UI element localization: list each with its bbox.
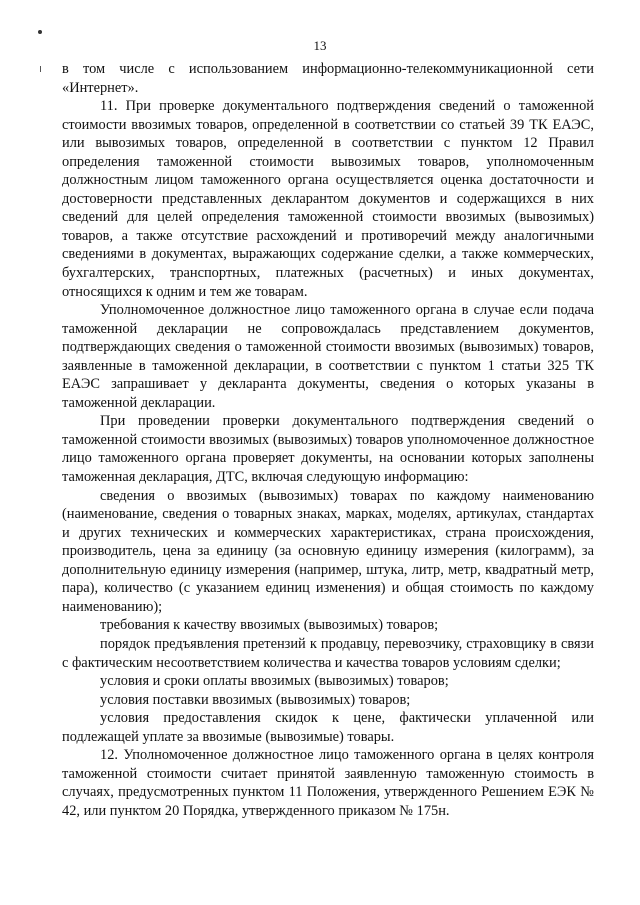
scan-artifact-tick [40, 66, 41, 72]
list-item-delivery: условия поставки ввозимых (вывозимых) товаров; [100, 691, 411, 708]
paragraph-check-info: При проведении проверки документального подтверждения сведений о таможенной стоимости ввозимых (вывозимых) товаров уполномоченное должностное лицо таможенного органа проверяет документы, на основании которых заполнены таможенная декларация, ДТС, включая следующую информацию: [62, 413, 594, 486]
scan-artifact-dot [38, 30, 42, 34]
paragraph-continuation: в том числе с использованием информационно-телекоммуникационной сети «Интернет». [62, 61, 594, 96]
page-number: 13 [313, 38, 327, 53]
list-item-quality: требования к качеству ввозимых (вывозимых) товаров; [100, 617, 439, 634]
paragraph-request-documents: Уполномоченное должностное лицо таможенного органа в случае если подача таможенной декларации не сопровождалась представлением документов, подтверждающих сведения о таможенной стоимости ввозимых (вывозимых) товаров, заявленные в таможенной декларации, в соответствии с пунктом 1 статьи 325 ТК ЕАЭС запрашивает у декларанта документы, сведения о которых указаны в таможенной декларации. [62, 302, 594, 411]
document-body [62, 60, 594, 820]
list-item-goods-info: сведения о ввозимых (вывозимых) товарах по каждому наименованию (наименование, сведения о товарных знаках, марках, моделях, артикулах, стандартах и других технических и коммерческих характеристиках, страна происхождения, производитель, цена за единицу (за основную единицу измерения (килограмм), за дополнительную единицу измерения (например, штука, литр, метр, квадратный метр, пара), количество (с указанием единиц изменения) и общая стоимость по каждому наименованию); [62, 487, 594, 615]
paragraph-item-12: 12. Уполномоченное должностное лицо таможенного органа в целях контроля таможенной стоимости считает принятой заявленную таможенную стоимость в случаях, предусмотренных пунктом 11 Положения, утвержденного Решением ЕЭК № 42, или пунктом 20 Порядка, утвержденного приказом № 175н. [62, 747, 594, 819]
list-item-payment: условия и сроки оплаты ввозимых (вывозимых) товаров; [100, 673, 449, 690]
list-item-claims: порядок предъявления претензий к продавцу, перевозчику, страховщику в связи с фактическим несоответствием количества и качества товаров условиям сделки; [62, 635, 594, 671]
paragraph-item-11: 11. При проверке документального подтверждения сведений о таможенной стоимости ввозимых товаров, определенной в соответствии со статьей 39 ТК ЕАЭС, или вывозимых товаров, определенной в соответствии с пунктом 12 Правил определения таможенной стоимости вывозимых товаров, уполномоченным должностным лицом таможенного органа осуществляется оценка достаточности и достоверности представленных декларантом документов и содержащихся в них сведений для целей определения таможенной стоимости ввозимых (вывозимых) товаров, а также отсутствие расхождений и противоречий между аналогичными сведениями в документах, выражающих содержание сделки, а также коммерческих, бухгалтерских, транспортных, платежных (расчетных) и иных документах, относящихся к одним и тем же товарам. [62, 98, 594, 300]
list-item-discounts: условия предоставления скидок к цене, фактически уплаченной или подлежащей уплате за ввозимые (вывозимые) товары. [62, 710, 594, 745]
